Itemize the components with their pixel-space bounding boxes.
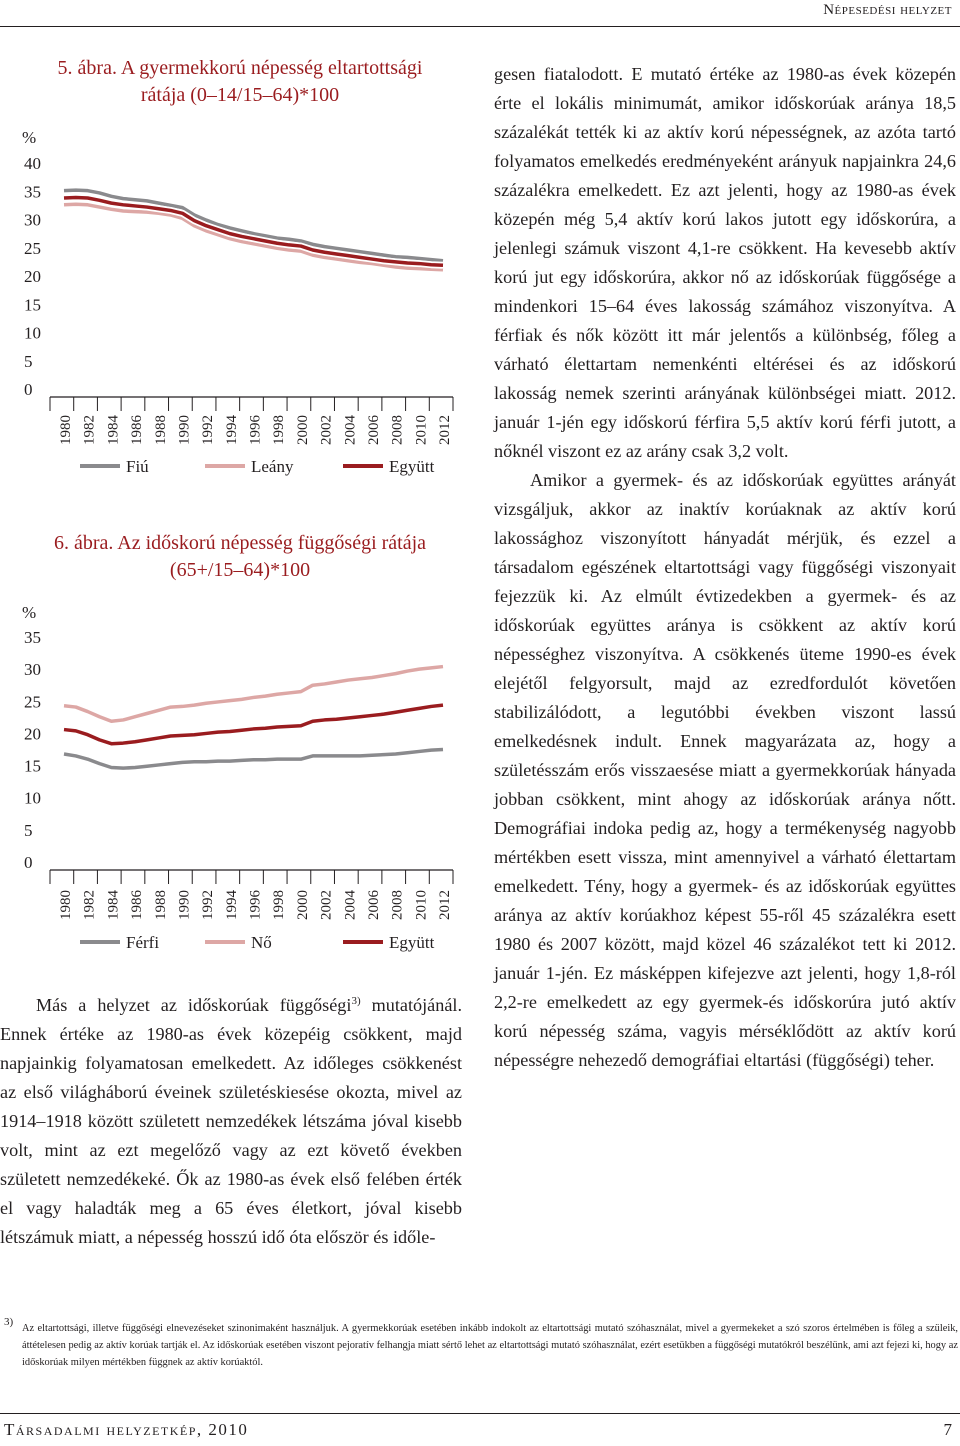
- chart5-ytick-label: 20: [24, 267, 41, 286]
- chart6-xtick-label: 2008: [389, 890, 406, 920]
- footnote-mark: 3): [4, 1316, 14, 1328]
- chart5-xtick-label: 1996: [247, 415, 264, 445]
- chart5-ytick-label: 10: [24, 323, 41, 343]
- left-column-text: [0, 987, 462, 1252]
- footer-publication: Társadalmi helyzetkép, 2010: [4, 1420, 249, 1439]
- chart5-xtick-label: 1988: [152, 415, 169, 445]
- footnote-text: Az eltartottsági, illetve függőségi elnevezéseket szinonimaként használjuk. A gyermekkorúak esetében inkább indokolt az eltartottsági mutató szóhasználat, mivel a gyermekeket a szó szoros értelmében is főleg a szüleik, áttételesen pedig az aktív korúak tartják el. Az időskorúak esetében viszont pejoratív felhangja miatt sértő lehet az eltartottsági mutató szóhasználat, ezért esetükben a függőségi mutatókról beszélünk, ami azt fejezi ki, hogy az időskorúak milyen mértékben függnek az aktív korúaktól.: [22, 1323, 958, 1368]
- chart5-legend-label: Együtt: [389, 457, 435, 476]
- running-header: Népesedési helyzet: [823, 2, 952, 18]
- chart5-title-line1: 5. ábra. A gyermekkorú népesség eltartottsági: [57, 57, 423, 79]
- chart6-xtick-label: 2010: [413, 890, 430, 920]
- chart5-ytick-label: 0: [24, 380, 33, 399]
- right-paragraph-2: Amikor a gyermek- és az időskorúak együttes arányát vizsgáljuk, akkor az inaktív korúaknak az aktív korú lakossághoz viszonyított hányadát mérjük, és ezzel a társadalom egészének eltartottsági vagy függőségi viszonyait fejezzük ki. Az elmúlt évtizedekben a gyermek- és az időskorúak együttes aránya is csökkent az aktív korú népességhez viszonyítva. A csökkenés üteme 1990-es évek elejétől felgyorsult, majd az ezredfordulót követően stabilizálódott, a legutóbbi években viszont lassú emelkedésnek indult. Ennek magyarázata az, hogy a születésszám erős visszaesése miatt a gyermekkorúak hányada jobban csökkent, mint ahogy az időskorúak aránya nőtt. Demográfiai indoka pedig az, hogy a termékenység nagyobb mértékben esett vissza, mint amennyivel a várható élettartam emelkedett. Tény, hogy a gyermek- és az időskorúak együttes aránya az aktív korúakhoz képest 55-ről 45 százalékra esett 1980 és 2007 között, majd közel 46 százalékot tett ki 2012. január 1-jén. Ez másképpen kifejezve azt jelenti, hogy 1,8-ról 2,2-re emelkedett az egy gyermek-és időskorúra jutó aktív korú népesség száma, vagyis mérséklődött az aktív korú népességre nehezedő demográfiai eltartási (függőségi) teher.: [494, 470, 956, 1070]
- chart6-legend-label: Együtt: [389, 933, 435, 952]
- chart6-ytick-label: 0: [24, 853, 33, 872]
- chart6-title-line1: 6. ábra. Az időskorú népesség függőségi rátája: [53, 532, 427, 554]
- chart6-xtick-label: 1980: [58, 890, 74, 920]
- chart5-xtick-label: 1992: [200, 415, 217, 445]
- chart6-series-halo: [64, 705, 443, 744]
- chart6-ytick-label: 25: [24, 692, 41, 712]
- chart6-ytick-label: 35: [24, 628, 41, 647]
- chart5-xtick-label: 1984: [105, 415, 122, 445]
- chart5-title-line2: rátája (0–14/15–64)*100: [140, 84, 340, 106]
- chart5-xtick-label: 2002: [318, 415, 335, 445]
- chart5-xtick-label: 2012: [437, 415, 453, 445]
- chart5-xtick-label: 1982: [81, 415, 98, 445]
- chart6-unit-label: %: [22, 603, 37, 622]
- chart6-xtick-label: 2000: [294, 890, 311, 920]
- chart6-xtick-label: 2012: [437, 890, 453, 920]
- chart6-xtick-label: 1992: [200, 890, 217, 920]
- chart5-ytick-label: 35: [24, 182, 41, 202]
- chart6-xtick-label: 1994: [223, 890, 240, 920]
- chart5-ytick-label: 5: [24, 351, 33, 371]
- chart6-xtick-label: 1998: [271, 890, 288, 920]
- chart6-xtick-label: 2002: [318, 890, 335, 920]
- chart5-xtick-label: 1990: [176, 415, 193, 445]
- chart5-unit-label: %: [22, 128, 37, 147]
- chart6-ytick-label: 30: [24, 660, 41, 680]
- chart6-xtick-label: 2006: [365, 890, 382, 920]
- chart6-xtick-label: 1986: [129, 890, 146, 920]
- chart6-legend-label: Nő: [251, 933, 272, 952]
- page-number: 7: [943, 1420, 952, 1439]
- chart6-plot: [0, 0, 470, 980]
- footnote-ref: 3): [351, 995, 361, 1007]
- chart5-xtick-label: 1986: [129, 415, 146, 445]
- chart5-ytick-label: 15: [24, 295, 41, 315]
- chart5-xtick-label: 1994: [223, 415, 240, 445]
- chart5-xtick-label: 2010: [413, 415, 430, 445]
- chart5-xtick-label: 1998: [271, 415, 288, 445]
- chart5-xtick-label: 1980: [58, 415, 74, 445]
- chart5-legend-label: Fiú: [126, 457, 149, 476]
- chart5-legend-label: Leány: [251, 457, 294, 476]
- chart5-xtick-label: 2004: [342, 415, 359, 445]
- chart5-xtick-label: 2008: [389, 415, 406, 445]
- left-paragraph-rest: mutatójánál. Ennek értéke az 1980-as évek közepéig csökkent, majd napjainkig folyamatosan emelkedett. Az időleges csökkenést az első világháború éveinek születéskiesése okozta, mivel az 1914–1918 között született nemzedékek létszáma jóval kisebb volt, mint az ezt megelőző vagy az ezt követő években született nemzedékeké. Ők az 1980-as évek első felében érték el vagy haladták meg a 65 éves életkort, jóval kisebb létszámuk miatt, a népesség hosszú idő óta először és időle-: [0, 995, 462, 1248]
- chart6-xtick-label: 1982: [81, 890, 98, 920]
- left-paragraph: [0, 987, 462, 1252]
- chart5-xtick-label: 2006: [365, 415, 382, 445]
- chart6-xtick-label: 1984: [105, 890, 122, 920]
- chart6-ytick-label: 5: [24, 820, 33, 840]
- chart6-ytick-label: 15: [24, 756, 41, 776]
- chart5-ytick-label: 30: [24, 210, 41, 230]
- chart6-ytick-label: 20: [24, 724, 41, 744]
- chart5-xtick-label: 2000: [294, 415, 311, 445]
- chart5-ytick-label: 25: [24, 238, 41, 258]
- chart6-xtick-label: 2004: [342, 890, 359, 920]
- chart6-xtick-label: 1990: [176, 890, 193, 920]
- footer-rule: [0, 1413, 960, 1414]
- right-paragraph-1: gesen fiatalodott. E mutató értéke az 1980-as évek közepén érte el lokális minimumát, amikor időskorúak aránya 18,5 százalékát tették ki az aktív korú népességnek, az azóta tartó folyamatos emelkedés eredményeként arányuk napjainkra 24,6 százalékra emelkedett. Ez azt jelenti, hogy az 1980-as évek közepén még 5,4 aktív korú lakos jutott egy időskorúra, a jelenlegi számuk viszont 4,1-re csökkent. Ha kevesebb aktív korú jut egy időskorúra, akkor nő az időskorúak függősége a mindenkori 15–64 éves lakosság számához viszonyítva. A férfiak és nők között itt már jelentős a különbség, főleg a várható élettartam nemenkénti eltérései és az időskorú lakosság nemek szerinti arányának különbségei miatt. 2012. január 1-jén egy időskorú férfira 5,5 aktív korú férfi jutott, a nőknél viszont ez az arány csak 3,2 volt.: [494, 64, 956, 461]
- chart6-ytick-label: 10: [24, 788, 41, 808]
- chart6-legend-label: Férfi: [126, 933, 160, 952]
- chart6-xtick-label: 1996: [247, 890, 264, 920]
- right-column-text: [494, 60, 956, 1075]
- left-paragraph-start: Más a helyzet az időskorúak függőségi: [36, 995, 352, 1016]
- chart6-title-line2: (65+/15–64)*100: [169, 559, 311, 581]
- chart5-ytick-label: 40: [24, 154, 41, 173]
- chart6-xtick-label: 1988: [152, 890, 169, 920]
